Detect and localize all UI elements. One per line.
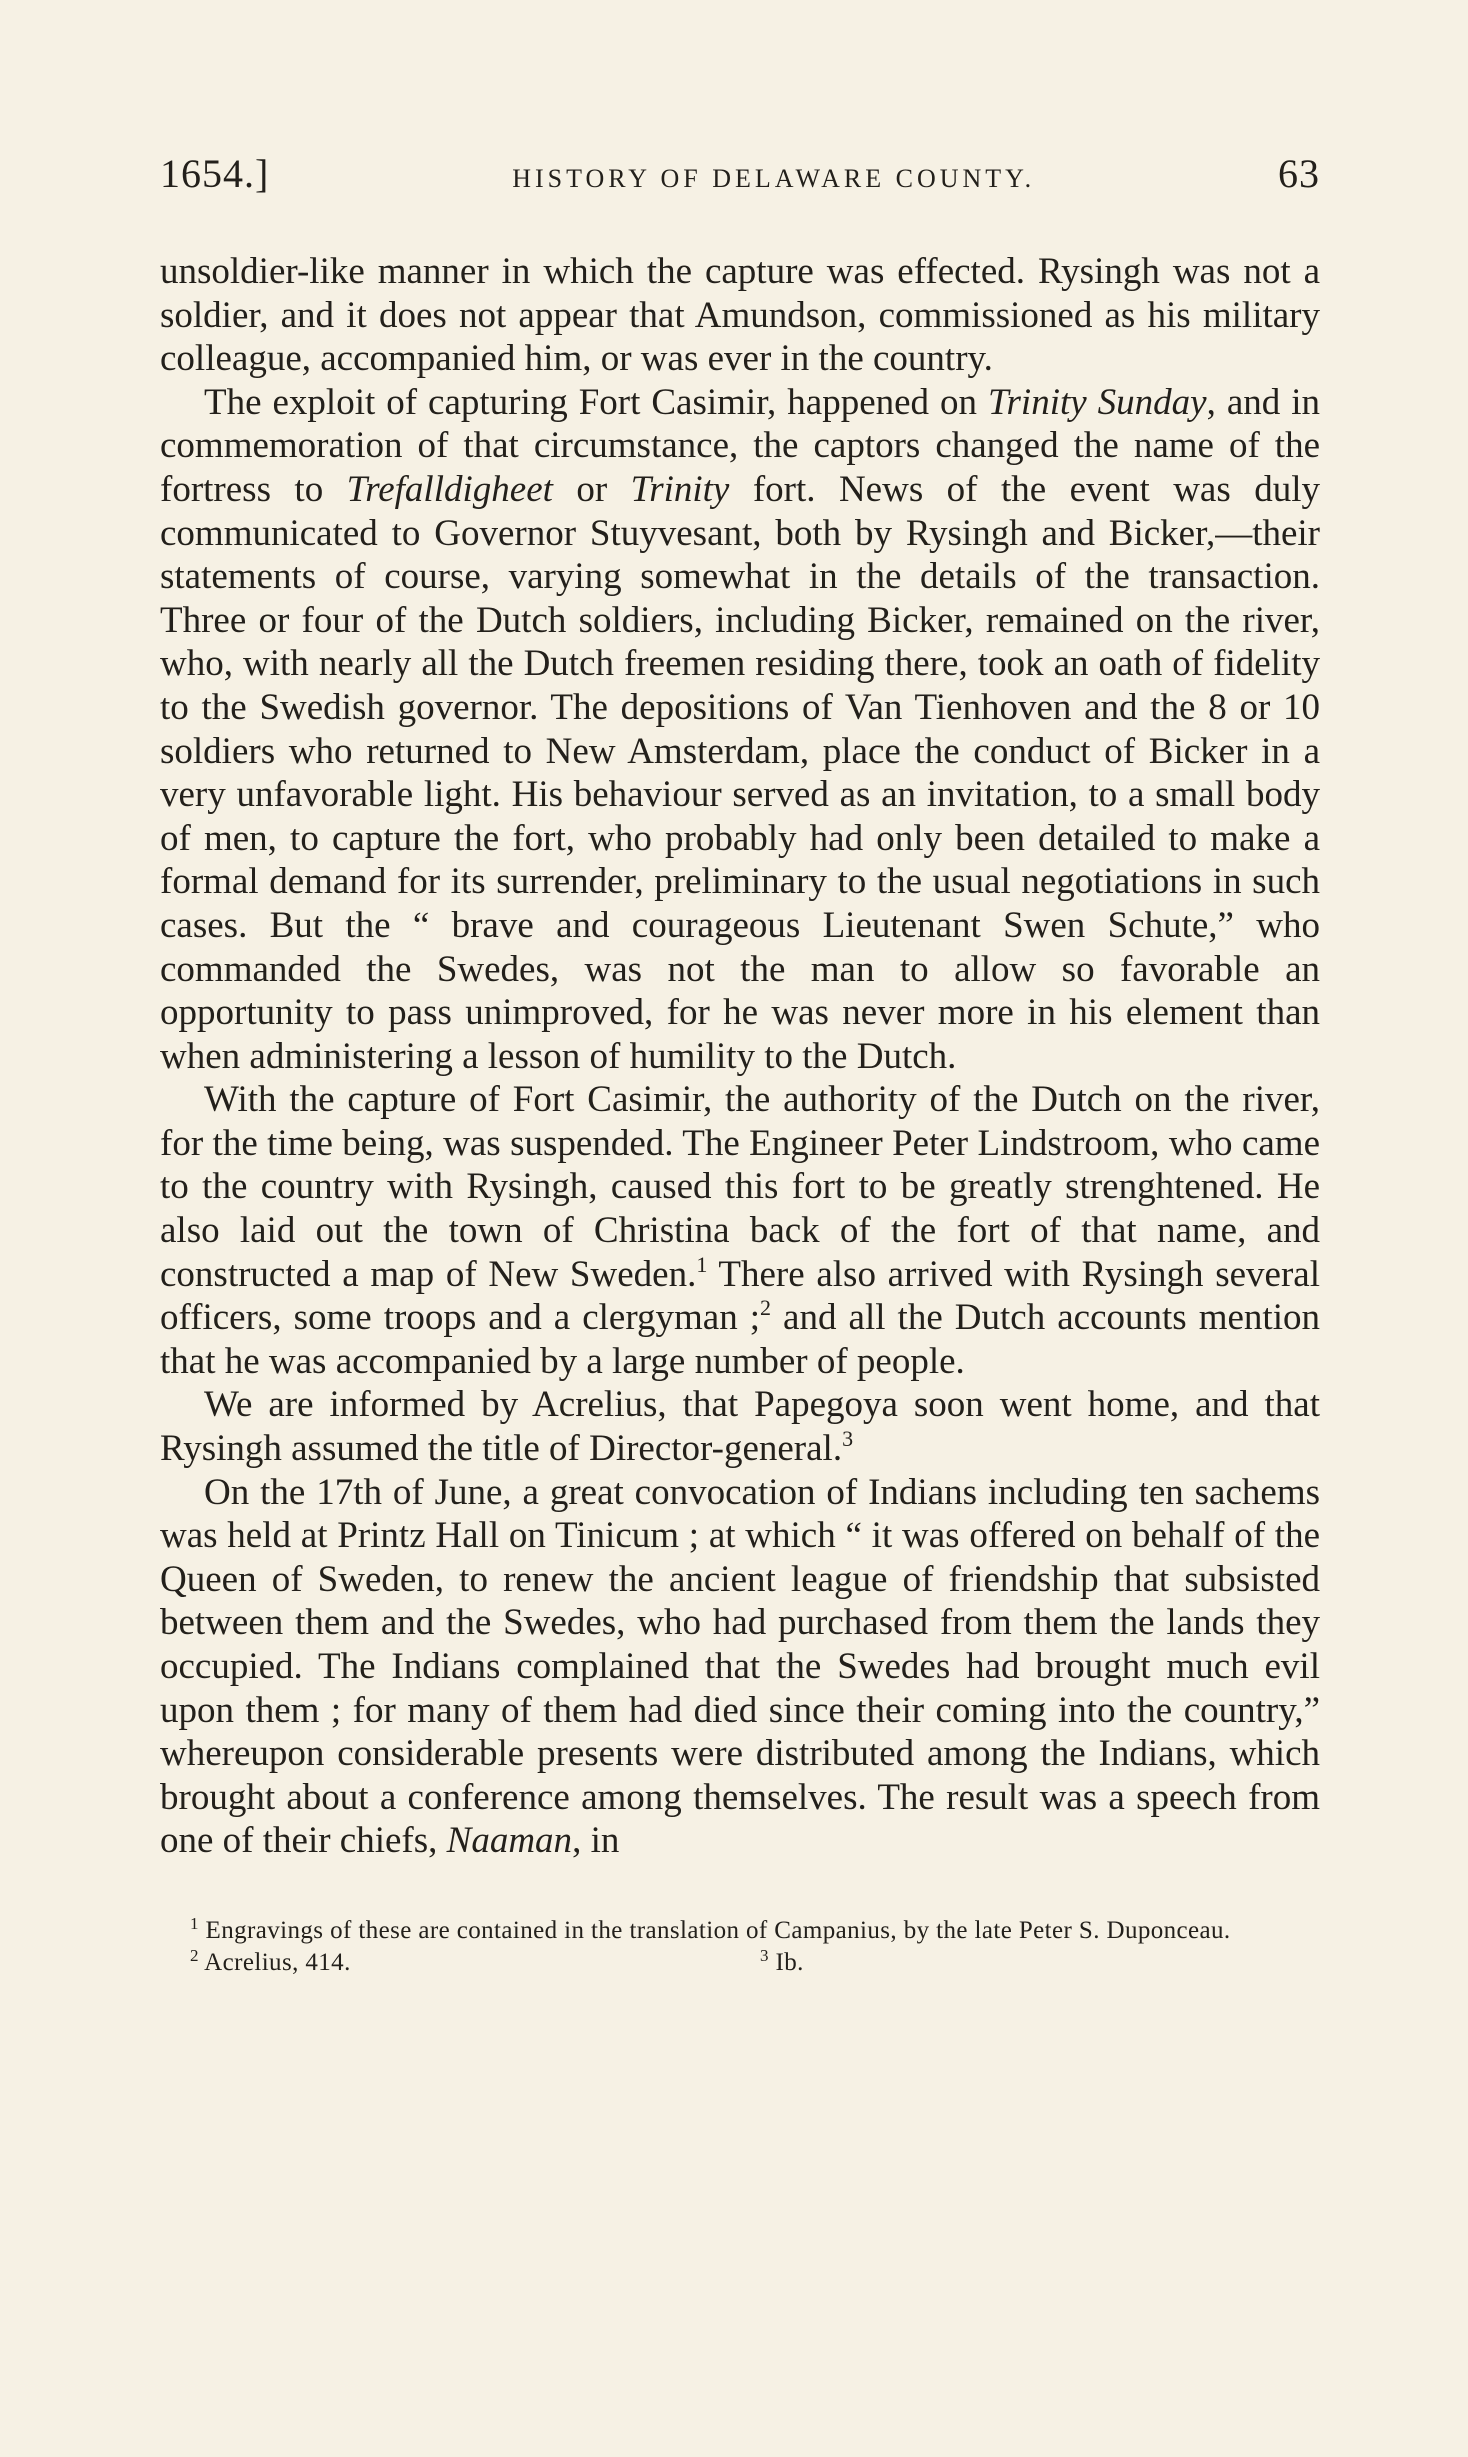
text-run: The exploit of capturing Fort Casimir, happened on: [204, 381, 988, 423]
footnote-1: [160, 1915, 1320, 1947]
running-head-year: 1654.]: [160, 151, 270, 196]
footnote-2-text: Acrelius, 414.: [198, 1948, 351, 1976]
footnote-1-number: 1: [190, 1913, 199, 1933]
paragraph: [160, 1471, 1320, 1863]
footnote-ref: 1: [696, 1251, 708, 1277]
footnote-2: [190, 1947, 760, 1979]
text-run: , and in commemoration of that circumstance, the captors changed the name of the fortress to: [160, 381, 1320, 510]
italic-text: Naaman: [446, 1820, 573, 1862]
footnote-ref: 2: [760, 1295, 772, 1321]
paragraph: [160, 250, 1320, 381]
body-text: [160, 250, 1320, 1863]
text-run: unsoldier-like manner in which the capture was effected. Rysingh was not a soldier, and it does not appear that Amundson, commissioned as his military colleague, accompanied him, or was ever in the country.: [160, 251, 1320, 380]
text-run: fort. News of the event was duly communicated to Governor Stuyvesant, both by Rysingh and Bicker,—their statements of course, varying somewhat in the details of the transaction. Three or four of the Dutch soldiers, including Bicker, remained on the river, who, with nearly all the Dutch freemen residing there, took an oath of fidelity to the Swedish governor. The depositions of Van Tienhoven and the 8 or 10 soldiers who returned to New Amsterdam, place the conduct of Bicker in a very unfavorable light. His behaviour served as an invitation, to a small body of men, to capture the fort, who probably had only been detailed to make a formal demand for its surrender, preliminary to the usual negotiations in such cases. But the “ brave and courageous Lieutenant Swen Schute,” who commanded the Swedes, was not the man to allow so favorable an opportunity to pass unimproved, for he was never more in his element than when administering a lesson of humility to the Dutch.: [160, 468, 1320, 1077]
footnote-1-text: Engravings of these are contained in the translation of Campanius, by the late Peter S. Duponceau.: [198, 1916, 1231, 1944]
text-run: With the capture of Fort Casimir, the authority of the Dutch on the river, for the time being, was suspended. The Engineer Peter Lindstroom, who came to the country with Rysingh, caused this fort to be greatly strenghtened. He also laid out the town of Christina back of the fort of that name, and constructed a map of New Sweden.: [160, 1079, 1320, 1295]
footnote-ref: 3: [842, 1426, 854, 1452]
footnote-3-number: 3: [760, 1945, 769, 1965]
page-number: 63: [1278, 151, 1320, 196]
footnote-2-number: 2: [190, 1945, 199, 1965]
text-run: We are informed by Acrelius, that Papegoya soon went home, and that Rysingh assumed the title of Director-general.: [160, 1384, 1320, 1470]
text-run: and all the Dutch accounts mention that he was accompanied by a large number of people.: [160, 1297, 1320, 1382]
italic-text: Trinity Sunday: [988, 381, 1207, 423]
text-run: There also arrived with Rysingh several officers, some troops and a clergyman ;: [160, 1253, 1321, 1339]
paragraph: [160, 1078, 1320, 1383]
italic-text: Trefalldigheet: [346, 468, 553, 510]
running-head: [160, 150, 1320, 210]
running-head-title: HISTORY OF DELAWARE COUNTY.: [512, 164, 1036, 193]
paragraph: [160, 381, 1320, 1079]
paragraph: [160, 1383, 1320, 1470]
italic-text: Trinity: [630, 468, 730, 510]
book-page: [160, 150, 1320, 1979]
text-run: , in: [572, 1820, 620, 1862]
footnote-3: [760, 1947, 804, 1979]
footnotes: [160, 1915, 1320, 1979]
footnote-3-text: Ib.: [768, 1948, 804, 1976]
text-run: On the 17th of June, a great convocation of Indians including ten sachems was held at Printz Hall on Tinicum ; at which “ it was offered on behalf of the Queen of Sweden, to renew the ancient league of friendship that subsisted between them and the Swedes, who had purchased from them the lands they occupied. The Indians complained that the Swedes had brought much evil upon them ; for many of them had died since their coming into the country,” whereupon considerable presents were distributed among the Indians, which brought about a conference among themselves. The result was a speech from one of their chiefs,: [160, 1471, 1320, 1862]
footnote-row-2-3: [160, 1947, 1320, 1979]
text-run: or: [552, 468, 631, 510]
